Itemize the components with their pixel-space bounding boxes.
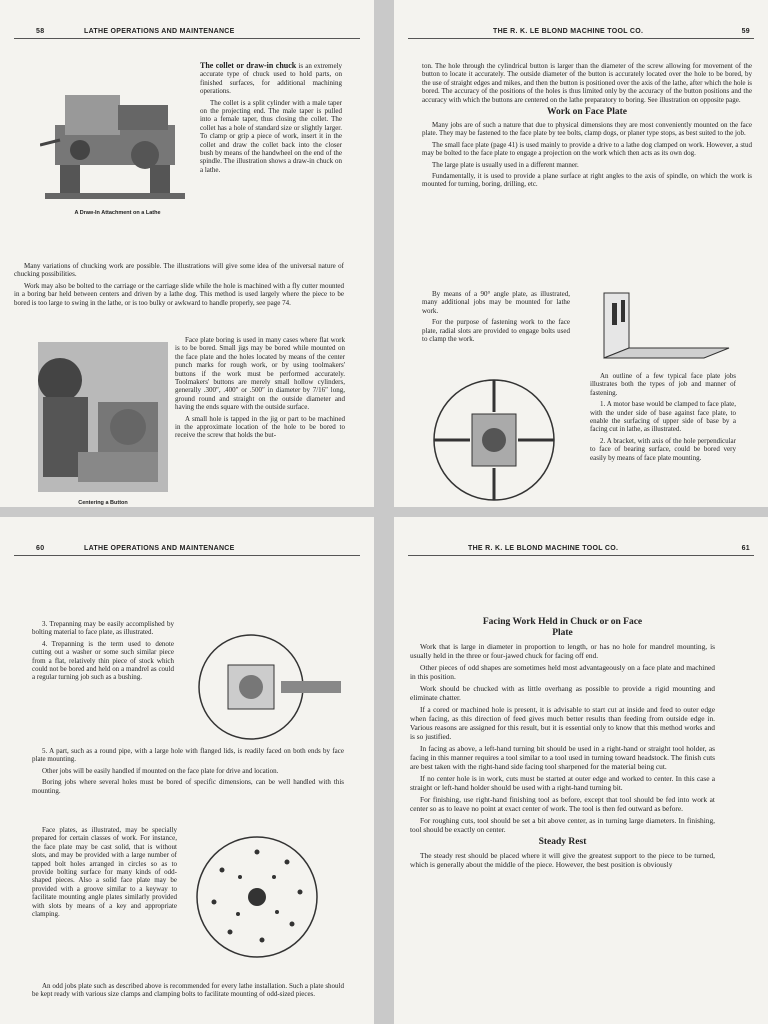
text-column-left	[32, 826, 177, 921]
running-head: THE R. K. LE BLOND MACHINE TOOL CO.	[468, 545, 619, 552]
trepanning-face-plate-illustration	[186, 627, 346, 747]
paragraph: The steady rest should be placed where it will give the greatest support to the piece to be turned, which is generally about the middle of the piece. However, the best position is obviously	[410, 851, 715, 869]
paragraph: For finishing, use right-hand finishing tool as before, except that tool should be fed into work at center so as to leave no point at exact center of work. The tool is then fed outward as before.	[410, 795, 715, 813]
page-header	[14, 26, 360, 39]
section-heading: Steady Rest	[538, 837, 587, 847]
page-59	[394, 0, 768, 507]
paragraph: If no center hole is in work, cuts must be started at outer edge and worked to center. In this case a straight or left-hand holder should be used with a right-hand turning bit.	[410, 774, 715, 792]
text-block-full	[14, 262, 344, 310]
running-head: LATHE OPERATIONS AND MAINTENANCE	[84, 545, 235, 552]
centering-button-photo	[38, 342, 168, 492]
paragraph: If a cored or machined hole is present, it is advisable to start cut at inside and feed to outer edge when facing, as this direction of feed gives much better results than feeding from outside edge in. Various reasons are assigned for this result, but it is essential only to know that this method works and is so justified.	[410, 705, 715, 741]
running-head: THE R. K. LE BLOND MACHINE TOOL CO.	[493, 28, 644, 35]
paragraph: 3. Trepanning may be easily accomplished by bolting material to face plate, as illustrated.	[32, 620, 174, 637]
angle-plate-illustration	[584, 288, 734, 368]
paragraph: ton. The hole through the cylindrical button is larger than the diameter of the screw allowing for movement of the button to locate it accurately. The outside diameter of the button is accurately located over the hole to be bored, by the use of straight edges and mikes, and then the button is positioned over the axis of the lathe, after which the hole is bored. The accuracy of the positions of the holes is thus limited only by the accuracy of the button positions and the accuracy with which the buttons are centered on the lathe preparatory to boring. See illustration on opposite page.	[422, 62, 752, 104]
text-column	[410, 617, 715, 872]
text-column-right	[590, 372, 736, 465]
text-block-bottom	[32, 982, 344, 1002]
lathe-draw-in-attachment-illustration	[40, 55, 190, 210]
paragraph: Other pieces of odd shapes are sometimes held most advantageously on a face plate and machined in this position.	[410, 663, 715, 681]
paragraph: The collet is a split cylinder with a male taper on the projecting end. The male taper is pulled into a female taper, thus closing the collet. The collet has a hole of standard size or slightly larger. To clamp or grip a piece of work, insert it in the collet and draw the collet back into the closer bush by means of the handwheel on the end of the spindle. The illustration shows a draw-in chuck on a lathe.	[200, 98, 342, 174]
paragraph: The large plate is usually used in a different manner.	[432, 160, 579, 169]
paragraph: Work that is large in diameter in proportion to length, or has no hole for mandrel mounting, is usually held in the three or four-jawed chuck for facing off end.	[410, 642, 715, 660]
page-header	[408, 26, 754, 39]
face-plate-motor-base-illustration	[424, 372, 564, 507]
page-number: 60	[36, 545, 45, 552]
paragraph: A small hole is tapped in the jig or part to be machined in the approximate location of the hole to be bored to receive the screw that holds the but-	[175, 414, 345, 440]
paragraph: The small face plate (page 41) is used mainly to provide a drive to a lathe dog clamped on work. However, a stud may be bolted to the face plate to engage a projection on the work which then acts as its own dog.	[422, 140, 752, 158]
text-block-mid	[32, 747, 344, 798]
paragraph: Boring jobs where several holes must be bored of specific dimensions, can be well handled with this mounting.	[32, 778, 344, 795]
paragraph: By means of a 90° angle plate, as illustrated, many additional jobs may be mounted for lathe work.	[422, 290, 570, 315]
paragraph: 4. Trepanning is the term used to denote cutting out a washer or some such similar piece from a flat, relatively thin piece of stock which could not be bored and held on a mandrel as could a regular turning job such as a bushing.	[32, 639, 174, 682]
page-number: 61	[741, 545, 750, 552]
running-head: LATHE OPERATIONS AND MAINTENANCE	[84, 28, 235, 35]
figure-caption: A Draw-In Attachment on a Lathe	[74, 210, 161, 216]
paragraph: 1. A motor base would be clamped to face plate, with the under side of base against face plate, to enable the surfacing of upper side of base by a facing cut in lathe, as illustrated.	[590, 400, 736, 434]
page-58	[0, 0, 374, 507]
paragraph: Face plate boring is used in many cases where flat work is to be bored. Small jigs may be bored while mounted on the face plate and the holes located by means of the center punch marks for rough work, or by using toolmakers' buttons if the work must be performed accurately. Toolmakers' buttons are merely small hollow cylinders, generally .300″, .400″ or .500″ in diameter by 7/16″ long, ground round and straight on the outside diameter and having the ends square with the outside surface.	[175, 336, 345, 412]
text-column-left	[422, 290, 570, 346]
section-heading: Facing Work Held in Chuck or on Face Plate	[482, 617, 643, 638]
text-column-top	[32, 620, 174, 685]
section-heading: Work on Face Plate	[547, 107, 627, 118]
paragraph: is an extremely accurate type of chuck used to hold parts, on finished surfaces, for additional machining operations.	[200, 62, 343, 96]
page-61	[394, 517, 768, 1024]
figure-caption: Centering a Button	[78, 500, 128, 506]
text-column-bottom	[175, 336, 345, 443]
page-60	[0, 517, 374, 1024]
lead-term: The collet or draw-in chuck	[200, 61, 297, 70]
paragraph: An odd jobs plate such as described above is recommended for every lathe installation. Such a plate should be kept ready with various size clamps and clamping bolts to facilitate mounting of odd-sized pieces.	[32, 982, 344, 999]
paragraph: Fundamentally, it is used to provide a plane surface at right angles to the axis of spindle, on which the work is mounted for turning, boring, drilling, etc.	[422, 172, 752, 189]
paragraph: For the purpose of fastening work to the face plate, radial slots are provided to engage bolts used to clamp the work.	[422, 318, 570, 344]
paragraph: Other jobs will be easily handled if mounted on the face plate for drive and location.	[42, 766, 279, 775]
paragraph: Many variations of chucking work are possible. The illustrations will give some idea of the universal nature of chucking possibilities.	[14, 262, 344, 279]
paragraph: For roughing cuts, tool should be set a bit above center, as in turning large diameters. In finishing, tool should be exactly on center.	[410, 816, 715, 834]
page-header	[14, 543, 360, 556]
paragraph: Many jobs are of such a nature that due to physical dimensions they are most conveniently mounted on the face plate. They may be fastened to the face plate by tee bolts, clamp dogs, or planer type stops, as best suited to the job.	[422, 121, 752, 138]
paragraph: In facing as above, a left-hand turning bit should be used in a right-hand or straight tool holder, as facing in this manner requires a tool similar to a tool used in turning toward headstock. The finish cuts are best taken with the right-hand side facing tool sharpened for the material being cut.	[410, 744, 715, 771]
page-number: 59	[741, 28, 750, 35]
paragraph: Work should be chucked with as little overhang as possible to provide a rigid mounting and eliminate chatter.	[410, 684, 715, 702]
text-column-top	[200, 62, 342, 177]
page-number: 58	[36, 28, 45, 35]
paragraph: Work may also be bolted to the carriage or the carriage slide while the hole is machined with a fly cutter mounted in a boring bar held between centers and driven by a lathe dog. This method is used largely where the piece to be bored is too large to swing in the lathe, or is too bulky or awkward to handle properly, see page 74.	[14, 281, 344, 307]
page-header	[408, 543, 754, 556]
text-block-top	[422, 62, 752, 192]
paragraph: An outline of a few typical face plate jobs illustrates both the types of job and manner of fastening.	[590, 372, 736, 397]
paragraph: 5. A part, such as a round pipe, with a large hole with flanged lids, is readily faced on both ends by face plate mounting.	[32, 747, 344, 764]
paragraph: 2. A bracket, with axis of the hole perpendicular to face of bearing surface, could be bored very easily by means of face plate mounting.	[590, 436, 736, 462]
solid-face-plate-illustration	[192, 832, 322, 962]
paragraph: Face plates, as illustrated, may be specially prepared for certain classes of work. For instance, the face plate may be cast solid, that is without slots, and may be provided with a large number of tapped bolt holes arranged in circles so as to provide bolting surface for many kinds of odd-shaped pieces. Also a solid face plate may be provided with a groove similar to a keyway to facilitate mounting angle plates similarly provided with slots by means of a key and appropriate clamping.	[32, 826, 177, 919]
